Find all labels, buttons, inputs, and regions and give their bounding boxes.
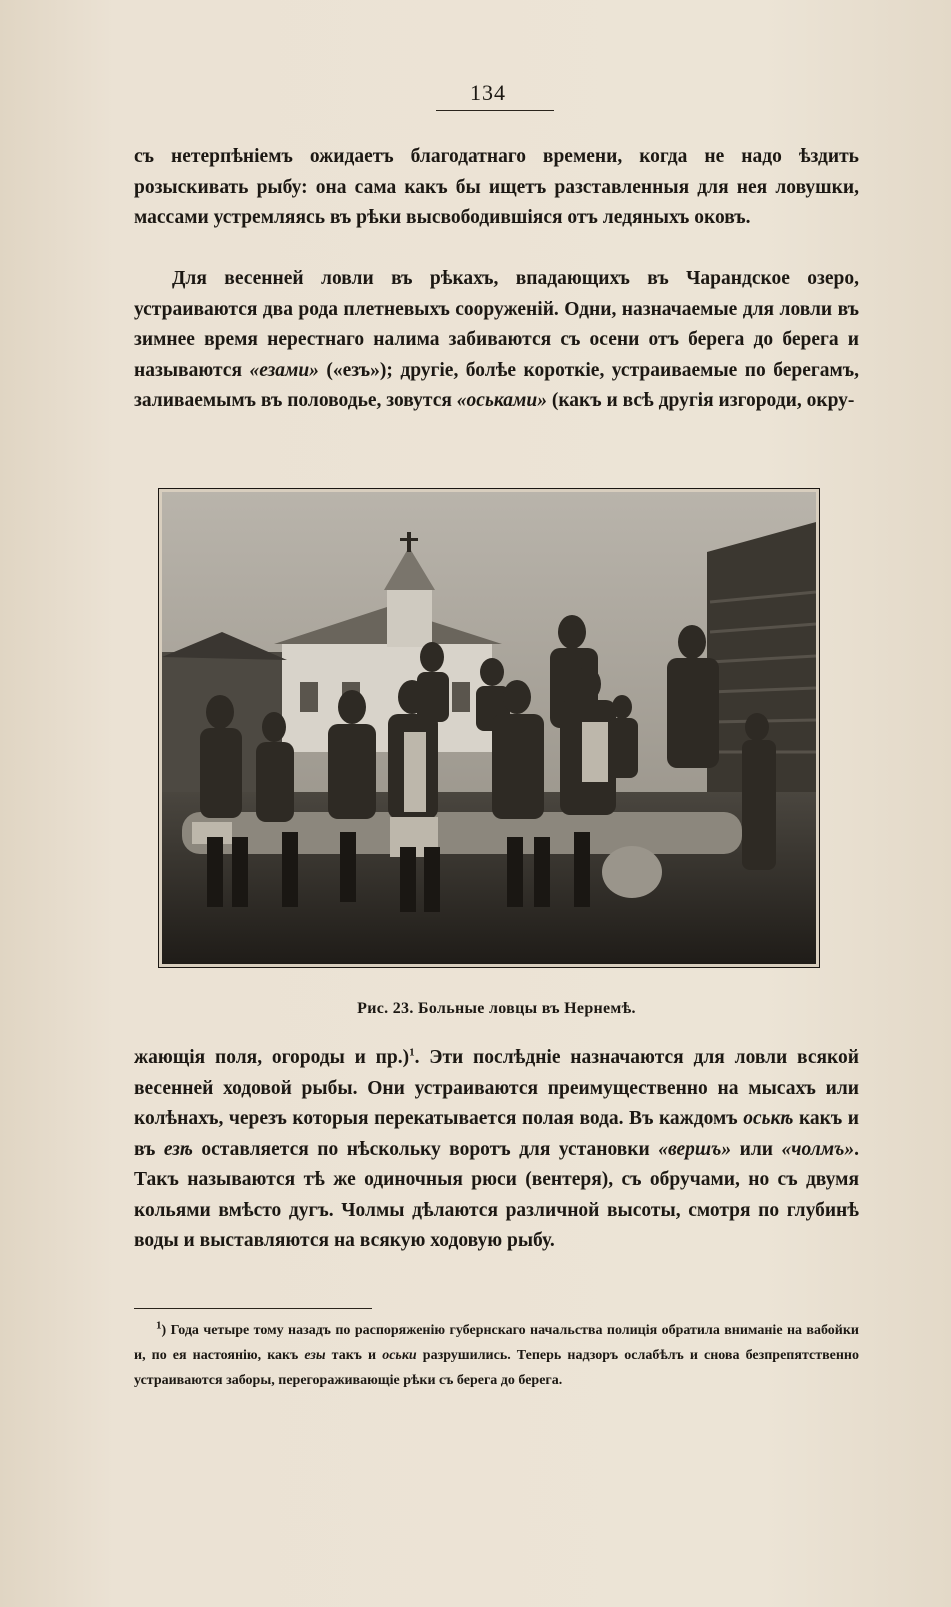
footnote-reference: 1: [409, 1046, 415, 1059]
paragraph-2-part3: (какъ и всѣ другія изгороди, окру-: [546, 390, 855, 411]
term-oskami: «оськами»: [456, 390, 547, 411]
paragraph-2-part1: Для весенней ловли въ рѣкахъ, впадающихъ въ Чарандское озеро, устраиваются два рода плетневыхъ сооруженій. Одни, назначаемые для ловли въ зимнее время нерестнаго налима забиваются съ осени отъ берега до берега и называются: [134, 268, 859, 381]
paragraph-3-part4: оставляется по нѣскольку воротъ для установки: [192, 1138, 659, 1160]
paragraph-2-text: [134, 264, 859, 417]
paragraph-3-part1: жающія поля, огороды и пр.): [134, 1047, 410, 1068]
footnote-term-oski: оськи: [382, 1348, 417, 1363]
paragraph-1-text: съ нетерпѣніемъ ожидаетъ благодатнаго времени, когда не надо ѣздить розыскивать рыбу: она сама какъ бы ищетъ разставленныя для нея ловушки, массами устремляясь въ рѣки высвободившіяся отъ ледяныхъ оковъ.: [134, 146, 859, 228]
footnote-mark: 1: [156, 1319, 162, 1332]
term-ezami: «езами»: [249, 359, 319, 381]
paragraph-2-part2: («езъ»); другіе, болѣе короткіе, устраиваемые по берегамъ, заливаемымъ въ половодье, зовутся: [134, 359, 859, 411]
figure-caption: Рис. 23. Больные ловцы въ Нернемѣ.: [357, 1000, 636, 1017]
footnote: [134, 1318, 859, 1393]
paragraph-3-part3: какъ и въ: [134, 1108, 859, 1160]
photo-fishermen-group: [162, 492, 816, 964]
footnote-term-ezy: езы: [304, 1348, 326, 1363]
paragraph-3: [134, 1043, 859, 1257]
footnote-part1: ) Года четыре тому назадъ по распоряженію губернскаго начальства полиція обратила вниманіе на вабойки и, по ея настоянію, какъ: [134, 1323, 859, 1363]
footnote-part2: такъ и: [325, 1348, 383, 1363]
page-number-rule: [436, 110, 554, 111]
footnote-part3: разрушились. Теперь надзоръ ослабѣлъ и снова безпрепятственно устраиваются заборы, перегораживающіе рѣки съ берега до берега.: [134, 1348, 859, 1388]
term-oske: оськѣ: [743, 1108, 794, 1129]
paragraph-1: [134, 142, 859, 234]
term-vershi: «вершъ»: [658, 1138, 732, 1160]
paragraph-3-part5: или: [731, 1138, 782, 1160]
page-number: 134: [470, 80, 506, 105]
figure-photograph: [158, 488, 820, 968]
paragraph-3-part6: . Такъ называются тѣ же одиночныя рюси (вентеря), съ обручами, но съ двумя кольями вмѣсто дугъ. Чолмы дѣлаются различной высоты, смотря по глубинѣ воды и выставляются на всякую ходовую рыбу.: [134, 1138, 859, 1251]
footnote-rule: [134, 1308, 372, 1309]
term-eze: езѣ: [163, 1138, 193, 1160]
paragraph-2: [134, 264, 859, 417]
paragraph-3-part2: . Эти послѣдніе назначаются для ловли всякой весенней ходовой рыбы. Они устраиваются преимущественно на мысахъ или колѣнахъ, черезъ которыя перекатывается полая вода. Въ каждомъ: [134, 1047, 859, 1129]
paragraph-3-text: [134, 1043, 859, 1257]
term-cholmy: «чолмъ»: [781, 1138, 855, 1160]
